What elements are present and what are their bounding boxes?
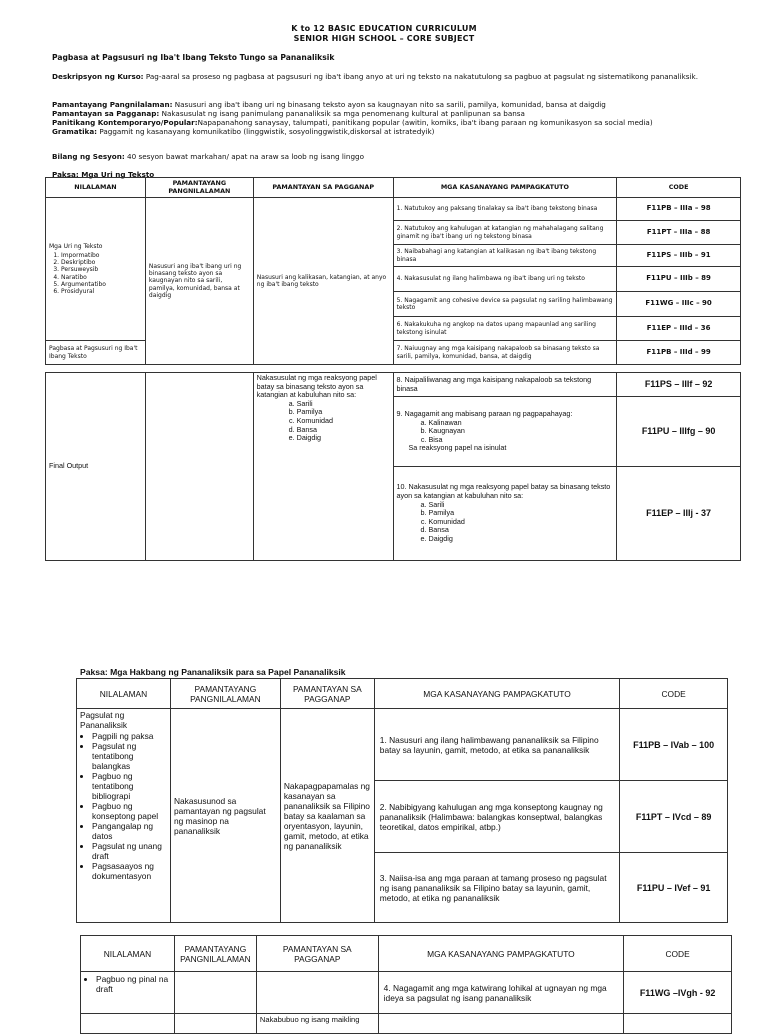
col-pang: PAMANTAYANG PANGNILALAMAN bbox=[145, 178, 253, 198]
code-cell: F11PU – IVef – 91 bbox=[620, 853, 728, 923]
code-cell: F11PU – IIIb – 89 bbox=[617, 267, 741, 292]
pag-cell: Nakapagpapamalas ng kasanayan sa pananaliksik sa Filipino batay sa kaalaman sa oryentasyon, layunin, gamit, metodo, at etika ng pananaliksik bbox=[280, 709, 374, 923]
table-row: 3. Naibabahagi ang katangian at kalikasan ng iba't ibang tekstong binasa bbox=[393, 245, 617, 267]
nilalaman-cell bbox=[77, 709, 171, 923]
code-cell: F11EP – IIIj - 37 bbox=[617, 467, 741, 561]
pan-text: Napapanahong sanaysay, talumpati, panitikang popular (awitin, komiks, iba't ibang paraan ng komunikasyon sa social media) bbox=[197, 118, 653, 127]
pag-cell: Nasusuri ang kalikasan, katangian, at anyo ng iba't ibang teksto bbox=[253, 198, 393, 365]
paksa-2: Paksa: Mga Hakbang ng Pananaliksik para sa Papel Pananaliksik bbox=[80, 667, 346, 677]
list-item: c. Bisa bbox=[429, 436, 614, 445]
list-item: • Pagbuo ng pinal na draft bbox=[96, 974, 171, 994]
table-row: 4. Nakasusulat ng ilang halimbawa ng iba't ibang uri ng teksto bbox=[393, 267, 617, 292]
sessions-label: Bilang ng Sesyon: bbox=[52, 152, 125, 161]
table-row: 6. Nakakukuha ng angkop na datos upang mapaunlad ang sariling tekstong isinulat bbox=[393, 317, 617, 341]
sessions-line bbox=[52, 152, 744, 161]
list-item: 3. Persuweysib bbox=[61, 266, 142, 273]
list-item: 1. Impormatibo bbox=[61, 252, 142, 259]
empty-pang-cell bbox=[145, 373, 253, 561]
doc-header-line2: SENIOR HIGH SCHOOL – CORE SUBJECT bbox=[293, 34, 475, 43]
table-row: 1. Nasusuri ang ilang halimbawang pananaliksik sa Filipino batay sa layunin, gamit, metodo, at etika sa pananaliksik bbox=[374, 709, 619, 781]
pang-cell: Nakasusunod sa pamantayan ng pagsulat ng masinop na pananaliksik bbox=[170, 709, 280, 923]
nil-title: Pagsulat ng Pananaliksik bbox=[80, 710, 128, 730]
list-item: • Pagsulat ng tentatibong balangkas bbox=[92, 741, 167, 771]
nil-list bbox=[84, 974, 171, 994]
list-item: b. Pamilya bbox=[429, 509, 614, 518]
table-row: 2. Nabibigyang kahulugan ang mga konseptong kaugnay ng pananaliksik (Halimbawa: balangkas konseptwal, balangkas teoretikal, datos empirikal, atbp.) bbox=[374, 781, 619, 853]
table-row: 5. Nagagamit ang cohesive device sa pagsulat ng sariling halimbawang teksto bbox=[393, 292, 617, 317]
empty-pang-cell bbox=[174, 972, 256, 1014]
col-kas: MGA KASANAYANG PAMPAGKATUTO bbox=[393, 178, 617, 198]
col-nilalaman: NILALAMAN bbox=[81, 936, 175, 972]
list-item: • Pagpili ng paksa bbox=[92, 731, 167, 741]
list-item: • Pangangalap ng datos bbox=[92, 821, 167, 841]
col-code: CODE bbox=[624, 936, 732, 972]
table-hakbang-pananaliksik bbox=[76, 678, 728, 923]
list-item: a. Sarili bbox=[429, 501, 614, 510]
doc-header-line1: K to 12 BASIC EDUCATION CURRICULUM bbox=[291, 24, 477, 33]
col-nilalaman: NILALAMAN bbox=[46, 178, 146, 198]
list-item: 5. Argumentatibo bbox=[61, 281, 142, 288]
list-item: • Pagbuo ng tentatibong bibliograpi bbox=[92, 771, 167, 801]
col-kas: MGA KASANAYANG PAMPAGKATUTO bbox=[378, 936, 624, 972]
list-item: a. Sarili bbox=[297, 400, 390, 409]
list-item: e. Daigdig bbox=[297, 434, 390, 443]
col-kas: MGA KASANAYANG PAMPAGKATUTO bbox=[374, 679, 619, 709]
code-cell: F11PU – IIIfg – 90 bbox=[617, 397, 741, 467]
table-row: 1. Natutukoy ang paksang tinalakay sa iba't ibang tekstong binasa bbox=[393, 198, 617, 221]
pang-text: Nasusuri ang iba't ibang uri ng binasang teksto ayon sa kaugnayan nito sa sarili, pamilya, komunidad, bansa at daigdig bbox=[174, 100, 606, 109]
final-pag-list bbox=[279, 400, 390, 443]
code-cell: F11EP – IIId – 36 bbox=[617, 317, 741, 341]
gram-text: Paggamit ng kasanayang komunikatibo (linggwistik, sosyolinggwistik,diskorsal at istratedyik) bbox=[99, 127, 435, 136]
code-cell: F11PS – IIIb – 91 bbox=[617, 245, 741, 267]
list-item: 6. Prosidyural bbox=[61, 288, 142, 295]
code-cell: F11PT – IIIa – 88 bbox=[617, 221, 741, 245]
subject-title: Pagbasa at Pagsusuri ng Iba't Ibang Teksto Tungo sa Pananaliksik bbox=[52, 53, 335, 62]
code-cell: F11PT – IVcd – 89 bbox=[620, 781, 728, 853]
list-item: c. Komunidad bbox=[429, 518, 614, 527]
list-item: 4. Naratibo bbox=[61, 274, 142, 281]
pag-label: Pamantayan sa Pagganap: bbox=[52, 109, 160, 118]
table-mga-uri-ng-teksto bbox=[45, 177, 741, 365]
table-row: 9. Nagagamit ang mabisang paraan ng pagpapahayag: a. Kalinawan b. Kaugnayan c. Bisa Sa reaksyong papel na isinulat bbox=[393, 397, 617, 467]
table-row: 10. Nakasusulat ng mga reaksyong papel batay sa binasang teksto ayon sa katangian at kabuluhan nito sa: a. Sarili b. Pamilya c. Komunidad d. Bansa e. Daigdig bbox=[393, 467, 617, 561]
standards-block bbox=[52, 100, 744, 136]
list-item: d. Bansa bbox=[297, 426, 390, 435]
col-pag: PAMANTAYAN SA PAGGANAP bbox=[280, 679, 374, 709]
empty-pag-cell bbox=[256, 972, 378, 1014]
table-row: 8. Naipaliliwanag ang mga kaisipang nakapaloob sa tekstong binasa bbox=[393, 373, 617, 397]
nil-list bbox=[49, 252, 142, 295]
col-code: CODE bbox=[617, 178, 741, 198]
table-row: 3. Naiisa-isa ang mga paraan at tamang proseso ng pagsulat ng isang pananaliksik sa Filipino batay sa layunin, gamit, metodo, at etika ng pananaliksik bbox=[374, 853, 619, 923]
list-item: • Pagsulat ng unang draft bbox=[92, 841, 167, 861]
code-cell: F11PB – IIIa – 98 bbox=[617, 198, 741, 221]
list-item: d. Bansa bbox=[429, 526, 614, 535]
code-cell: F11PB – IVab – 100 bbox=[620, 709, 728, 781]
list-item: b. Kaugnayan bbox=[429, 427, 614, 436]
list-item: • Pagbuo ng konseptong papel bbox=[92, 801, 167, 821]
list-item: 2. Deskriptibo bbox=[61, 259, 142, 266]
list-item: e. Daigdig bbox=[429, 535, 614, 544]
nil2-cell: Pagbasa at Pagsusuri ng Iba't Ibang Teksto bbox=[46, 341, 146, 365]
table-row: 7. Naiuugnay ang mga kaisipang nakapaloob sa binasang teksto sa sarili, pamilya, komunidad, bansa, at daigdig bbox=[393, 341, 617, 365]
col-code: CODE bbox=[620, 679, 728, 709]
descr-label: Deskripsyon ng Kurso: bbox=[52, 72, 144, 81]
table-row: 2. Natutukoy ang kahulugan at katangian ng mahahalagang salitang ginamit ng iba't ibang uri ng tekstong binasa bbox=[393, 221, 617, 245]
list-item: • Pagsasaayos ng dokumentasyon bbox=[92, 861, 167, 881]
nilalaman-cell bbox=[81, 972, 175, 1014]
sessions-text: 40 sesyon bawat markahan/ apat na araw sa loob ng isang linggo bbox=[127, 152, 364, 161]
list-item: b. Pamilya bbox=[297, 408, 390, 417]
list-item: c. Komunidad bbox=[297, 417, 390, 426]
nil-title: Mga Uri ng Teksto bbox=[49, 242, 103, 250]
col-nilalaman: NILALAMAN bbox=[77, 679, 171, 709]
final-output-cell: Final Output bbox=[46, 373, 146, 561]
descr-text: Pag-aaral sa proseso ng pagbasa at pagsusuri ng iba't ibang anyo at uri ng teksto na nakatutulong sa pagbuo at pagsulat ng sistematikong pananaliksik. bbox=[145, 72, 698, 81]
table-final-output bbox=[45, 372, 741, 561]
col-pang: PAMANTAYANG PANGNILALAMAN bbox=[170, 679, 280, 709]
pang-cell: Nasusuri ang iba't ibang uri ng binasang teksto ayon sa kaugnayan nito sa sarili, pamilya, komunidad, bansa at daigdig bbox=[145, 198, 253, 365]
paksa-1: Paksa: Mga Uri ng Teksto bbox=[52, 170, 155, 179]
code-cell: F11PB – IIId – 99 bbox=[617, 341, 741, 365]
col-pag: PAMANTAYAN SA PAGGANAP bbox=[256, 936, 378, 972]
pang-label: Pamantayang Pangnilalaman: bbox=[52, 100, 173, 109]
final-pag-text: Nakasusulat ng mga reaksyong papel batay sa binasang teksto ayon sa katangian at kabuluhan nito sa: bbox=[256, 373, 377, 400]
gram-label: Gramatika: bbox=[52, 127, 98, 136]
code-cell: F11PS – IIIf – 92 bbox=[617, 373, 741, 397]
list-item: a. Kalinawan bbox=[429, 419, 614, 428]
table-pinal-draft bbox=[80, 935, 732, 1034]
col-pag: PAMANTAYAN SA PAGGANAP bbox=[253, 178, 393, 198]
nil-list bbox=[80, 731, 167, 881]
pag-text: Nakasusulat ng isang panimulang pananaliksik sa mga penomenang kultural at panlipunan sa bansa bbox=[161, 109, 525, 118]
code-cell: F11WG – IIIc – 90 bbox=[617, 292, 741, 317]
next-pag-cell: Nakabubuo ng isang maikling bbox=[256, 1014, 378, 1034]
r9-tail: Sa reaksyong papel na isinulat bbox=[408, 443, 507, 453]
code-cell: F11WG –IVgh - 92 bbox=[624, 972, 732, 1014]
nilalaman-cell bbox=[46, 198, 146, 341]
col-pang: PAMANTAYANG PANGNILALAMAN bbox=[174, 936, 256, 972]
pan-label: Panitikang Kontemporaryo/Popular: bbox=[52, 118, 198, 127]
course-description bbox=[52, 72, 744, 81]
table-row: 4. Nagagamit ang mga katwirang lohikal at ugnayan ng mga ideya sa pagsulat ng isang pananaliksik bbox=[378, 972, 624, 1014]
final-pag-cell bbox=[253, 373, 393, 561]
